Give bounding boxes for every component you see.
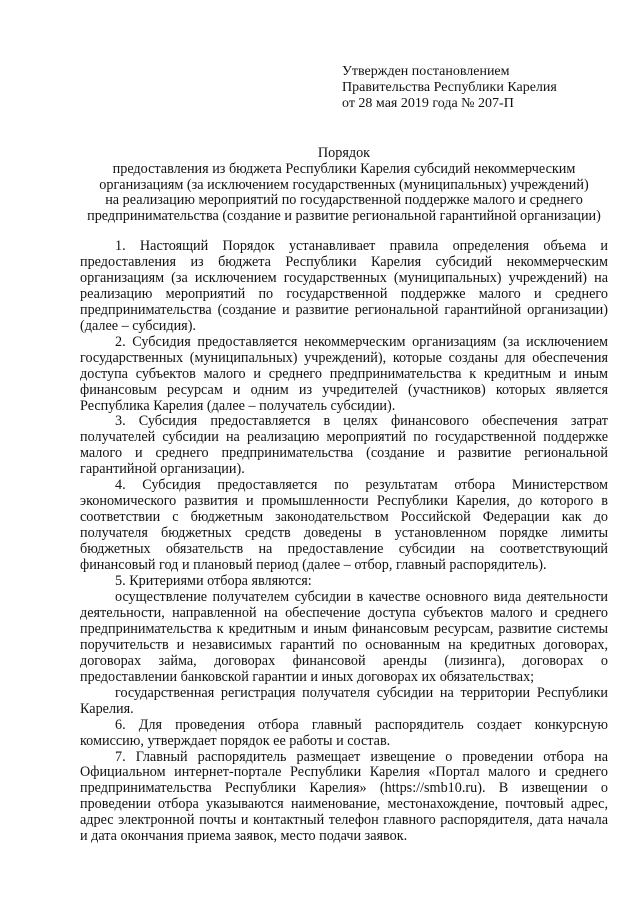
paragraph-5-criterion-1: осуществление получателем субсидии в качестве основного вида деятельности деятельности, направленной на обеспечение доступа субъектов малого и среднего предпринимательства к кредитным и иным финансовым ресурсам, развитие системы поручительств и независимых гарантий по основанным на кредитных договорах, договорах займа, договорах финансовой аренды (лизинга), договорах о предоставлении банковской гарантии и иных договорах их обязательствах; [80, 588, 608, 685]
title-line-2: организациям (за исключением государственных (муниципальных) учреждений) [99, 176, 589, 193]
title-line-3: на реализацию мероприятий по государственной поддержке малого и среднего [105, 192, 583, 209]
paragraph-5-criterion-2: государственная регистрация получателя субсидии на территории Республики Карелия. [80, 684, 608, 717]
approval-line-3: от 28 мая 2019 года № 207-П [342, 96, 514, 111]
paragraph-1: 1. Настоящий Порядок устанавливает правила определения объема и предоставления из бюджета Республики Карелия субсидий некоммерческим организациям (за исключением государственных (муниципальных) учреждений) на реализацию мероприятий по государственной поддержке малого и среднего предпринимательства (создание и развитие региональной гарантийной организации) (далее – субсидия). [80, 238, 608, 334]
approval-stamp [342, 64, 612, 112]
document-body [80, 239, 608, 845]
approval-line-2: Правительства Республики Карелия [342, 80, 557, 95]
paragraph-6: 6. Для проведения отбора главный распорядитель создает конкурсную комиссию, утверждает порядок ее работы и состав. [80, 716, 608, 749]
paragraph-3: 3. Субсидия предоставляется в целях финансового обеспечения затрат получателей субсидии на реализацию мероприятий по государственной поддержке малого и среднего предпринимательства (создание и развитие региональной гарантийной организации). [80, 413, 608, 478]
paragraph-5: 5. Критериями отбора являются: [115, 573, 312, 590]
document-title [80, 146, 608, 225]
paragraph-2: 2. Субсидия предоставляется некоммерческим организациям (за исключением государственных (муниципальных) учреждений), которые созданы для обеспечения доступа субъектов малого и среднего предпринимательства к кредитным и иным финансовым ресурсам и одним из учредителей (участников) которых является Республика Карелия (далее – получатель субсидии). [80, 333, 608, 414]
title-line-1: предоставления из бюджета Республики Карелия субсидий некоммерческим [112, 160, 576, 177]
paragraph-4: 4. Субсидия предоставляется по результатам отбора Министерством экономического развития и промышленности Республики Карелия, до которого в соответствии с бюджетным законодательством Российской Федерации как до получателя бюджетных средств доведены в установленном порядке лимиты бюджетных обязательств на предоставление субсидии на соответствующий финансовый год и плановый период (далее – отбор, главный распорядитель). [80, 477, 608, 574]
approval-line-1: Утвержден постановлением [342, 64, 510, 79]
paragraph-7: 7. Главный распорядитель размещает извещение о проведении отбора на Официальном интернет-портале Республики Карелия «Портал малого и среднего предпринимательства Республики Карелия» (https://smb10.ru). В извещении о проведении отбора указываются наименование, местонахождение, почтовый адрес, адрес электронной почты и контактный телефон главного распорядителя, дата начала и дата окончания приема заявок, место подачи заявок. [80, 748, 608, 845]
title-line-4: предпринимательства (создание и развитие региональной гарантийной организации) [87, 208, 601, 225]
title-heading: Порядок [317, 145, 371, 161]
